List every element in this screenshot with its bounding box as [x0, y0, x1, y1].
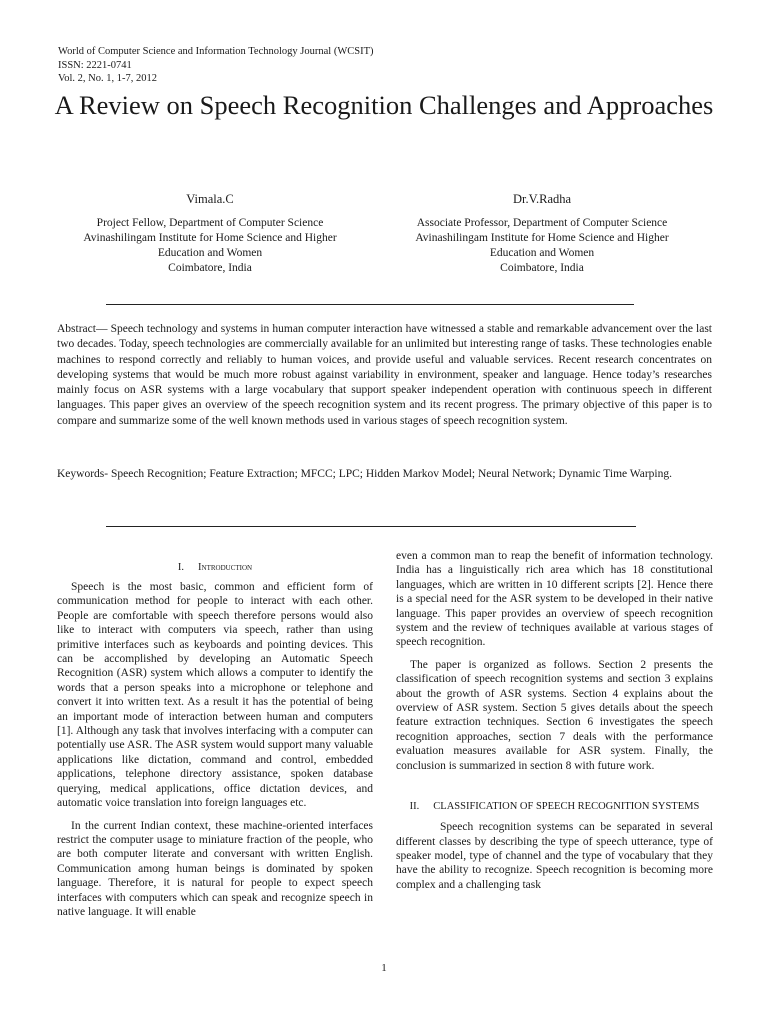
body-paragraph: Speech is the most basic, common and efficient form of communication method for people to interact with each other. People are comfortable with speech therefore persons would also like to interact with computers via speech, rather than using primitive interfaces such as keyboards and pointing devices. This can be accomplished by developing an Automatic Speech Recognition (ASR) system which allows a computer to identify the words that a person speaks into a microphone or telephone and convert it into written text. As a result it has the potential of being an important mode of interaction between human and computers [1]. Although any task that involves interfacing with a computer can potentially use ASR. The ASR system would support many valuable applications like dictation, command and control, embedded applications, telephone directory assistance, spoken database querying, medical applications, office dictation devices, and automatic voice translation into foreign languages etc.: [57, 581, 373, 810]
body-paragraph: In the current Indian context, these machine-oriented interfaces restrict the computer usage to miniature fraction of the people, who are both computer literate and conversant with written English. Communication among human beings is dominated by spoken language. Therefore, it is natural for people to expect speech interfaces with computers which can speak and recognize speech in native language. It will enable: [57, 819, 373, 918]
section-heading-classification: [396, 800, 713, 814]
section-number: II.: [409, 801, 420, 813]
keywords: Keywords- Speech Recognition; Feature Extraction; MFCC; LPC; Hidden Markov Model; Neural Network; Dynamic Time Warping.: [57, 468, 672, 480]
horizontal-rule-bottom: [106, 526, 636, 527]
author-name: Dr.V.Radha: [512, 192, 572, 206]
body-paragraph: The paper is organized as follows. Section 2 presents the classification of speech recognition systems and section 3 explains about the growth of ASR systems. Section 4 explains about the overview of ASR system. Section 5 gives details about the speech feature extraction techniques. Section 6 investigates the speech recognition approaches, section 7 deals with the performance evaluation measures available for ASR system. Finally, the conclusion is summarized in section 8 with future work.: [396, 658, 713, 772]
author-name: Vimala.C: [186, 192, 234, 206]
author-affiliation-line: Coimbatore, India: [168, 262, 252, 274]
section-heading-introduction: [57, 561, 373, 575]
author-affiliation-line: Education and Women: [489, 247, 595, 259]
author-affiliation-line: Education and Women: [157, 247, 263, 259]
author-affiliation-line: Coimbatore, India: [500, 262, 584, 274]
abstract: Abstract— Speech technology and systems in human computer interaction have witnessed a stable and remarkable advancement over the last two decades. Today, speech technologies are commercially available for an unlimited but interesting range of tasks. These technologies enable machines to respond correctly and reliably to human voices, and provide useful and valuable services. Recent research concentrates on developing systems that would be much more robust against variability in environment, speaker and language. Hence today’s researches mainly focus on ASR systems with a large vocabulary that support speaker independent operation with continuous speech in different languages. This paper gives an overview of the speech recognition system and its recent progress. The primary objective of this paper is to compare and summarize some of the well known methods used in various stages of speech recognition system.: [57, 323, 712, 427]
body-paragraph: Speech recognition systems can be separated in several different classes by describing the type of speech utterance, type of speaker model, type of channel and the type of vocabulary that they have the ability to recognize. Speech recognition is becoming more complex and a challenging task: [396, 821, 713, 891]
author-affiliation-line: Project Fellow, Department of Computer Science: [96, 217, 324, 229]
right-column: [396, 549, 713, 892]
author-affiliation-line: Avinashilingam Institute for Home Science and Higher: [415, 232, 669, 244]
author-block-1: [60, 192, 360, 276]
journal-name: World of Computer Science and Information Technology Journal (WCSIT): [58, 46, 374, 57]
section-title: Introduction: [198, 562, 253, 573]
journal-issn: ISSN: 2221-0741: [58, 59, 132, 71]
body-paragraph: even a common man to reap the benefit of information technology. India has a linguistically rich area which has 18 constitutional languages, which are written in 10 different scripts [2]. Hence there is a special need for the ASR system to be developed in their native language. This paper provides an overview of speech recognition system and the review of techniques available at various stages of speech recognition.: [396, 550, 713, 649]
author-block-2: [392, 192, 692, 276]
paper-title: A Review on Speech Recognition Challenges and Approaches: [54, 90, 714, 120]
author-affiliation-line: Avinashilingam Institute for Home Science and Higher: [83, 232, 337, 244]
journal-header: [58, 45, 373, 86]
page-number: 1: [381, 962, 387, 974]
horizontal-rule-top: [106, 304, 634, 305]
left-column: [57, 561, 373, 919]
section-number: I.: [177, 562, 185, 573]
section-title: CLASSIFICATION OF SPEECH RECOGNITION SYSTEMS: [433, 801, 700, 813]
author-affiliation-line: Associate Professor, Department of Computer Science: [416, 217, 668, 229]
journal-volume: Vol. 2, No. 1, 1-7, 2012: [58, 73, 157, 85]
